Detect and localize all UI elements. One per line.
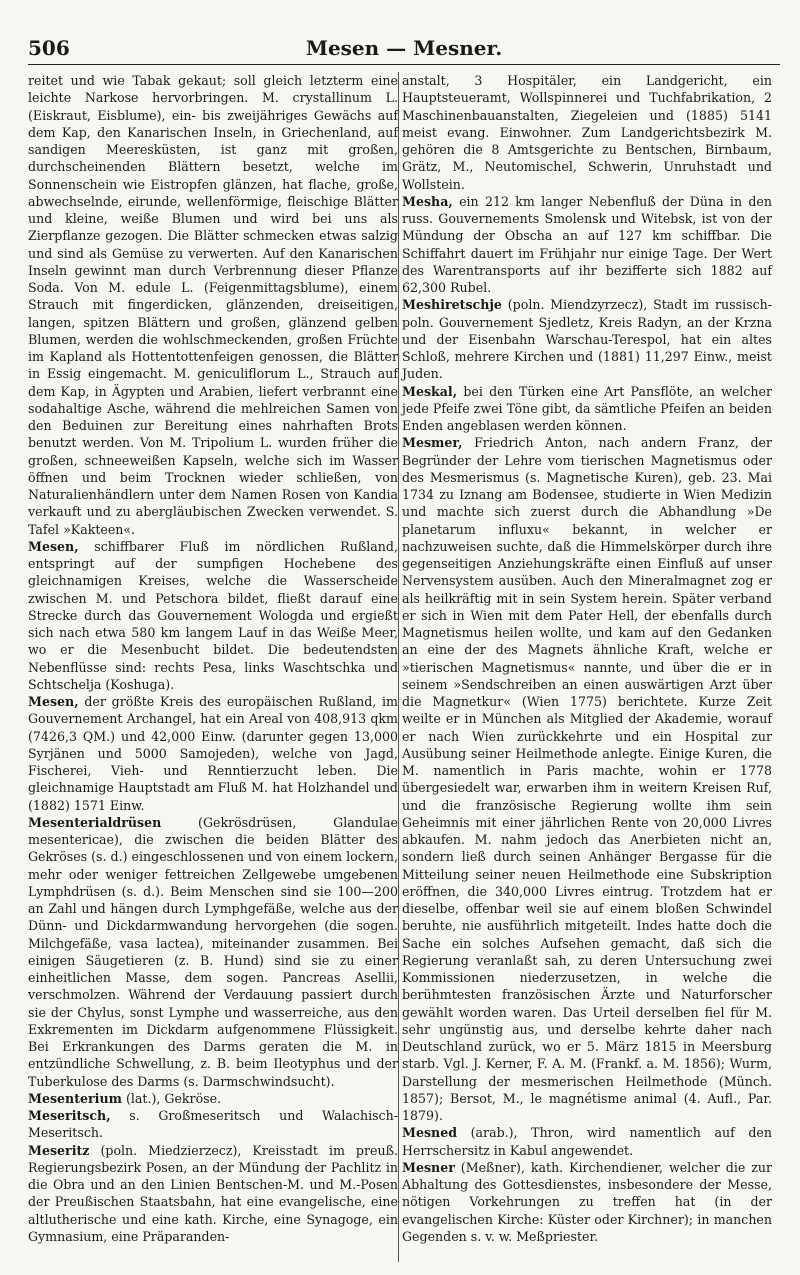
entry-text: bei den Türken eine Art Pansflöte, an welcher jede Pfeife zwei Töne gibt, da sämtliche Pfeifen an beiden Enden angeblasen werden können. xyxy=(402,383,772,433)
page-header xyxy=(28,36,780,65)
entry-text: (lat.), Gekröse. xyxy=(125,1090,222,1106)
entry-headword: Mesned xyxy=(402,1125,458,1141)
entry-text: Friedrich Anton, nach andern Franz, der Begründer der Lehre vom tierischen Magnetismus oder des Mesmerismus (s. Magnetische Kuren), geb. 23. Mai 1734 zu Iznang am Bodensee, studierte in Wien Medizin und machte sich zuerst durch die Abhandlung »De planetarum influxu« bekannt, in welcher er nachzuweisen suchte, daß die Himmelskörper durch ihre gegenseitigen Anziehungskräfte einen Einfluß auf unser Nervensystem ausüben. Auch den Mineralmagnet zog er als heilkräftig mit in sein System herein. Später verband er sich in Wien mit dem Pater Hell, der ebenfalls durch Magnetismus heilen wollte, und kam auf den Gedanken an eine der des Magnets ähnliche Kraft, welche er »tierischen Magnetismus« nannte, und über die er in seinem »Sendschreiben an einen auswärtigen Arzt über die Magnetkur« (Wien 1775) berichtete. Kurze Zeit weilte er in München als Mitglied der Akademie, worauf er nach Wien zurückkehrte und ein Hospital zur Ausübung seiner Heilmethode anlegte. Einige Kuren, die M. namentlich in Paris machte, wohin er 1778 übergesiedelt war, erwarben ihm in weitern Kreisen Ruf, und die französische Regierung wollte ihm sein Geheimnis mit einer jährlichen Rente von 20,000 Livres abkaufen. M. nahm jedoch das Anerbieten nicht an, sondern ließ durch seinen Anhänger Bergasse für die Mitteilung seiner neuen Heilmethode eine Subskription eröffnen, die 340,000 Livres eintrug. Trotzdem hat er dieselbe, offenbar weil sie auf einem bloßen Schwindel beruhte, nie ausführlich mitgeteilt. Indes hatte doch die Sache ein solches Aufsehen gemacht, daß sich die Regierung veranlaßt sah, zu deren Untersuchung zwei Kommissionen niederzusetzen, in welche die berühmtesten französischen Ärzte und Naturforscher gewählt worden waren. Das Urteil derselben fiel für M. sehr ungünstig aus, und derselbe kehrte daher nach Deutschland zurück, wo er 5. März 1815 in Meersburg starb. Vgl. J. Kerner, F. A. M. (Frankf. a. M. 1856); Wurm, Darstellung der mesmerischen Heilmethode (Münch. 1857); Bersot, M., le magnétisme animal (4. Aufl., Par. 1879). xyxy=(402,435,772,1123)
entry-headword: Meseritz xyxy=(28,1142,90,1158)
entry-text: (Meßner), kath. Kirchendiener, welcher die zur Abhaltung des Gottesdienstes, insbesondere der Messe, nötigen Vorkehrungen zu treffen hat (in der evangelischen Kirche: Küster oder Kirchner); in manchen Gegenden s. v. w. Meßpriester. xyxy=(402,1159,772,1244)
page-number: 506 xyxy=(28,36,70,60)
entry xyxy=(402,72,772,193)
entry-headword: Meskal, xyxy=(402,383,458,399)
entry-text: (Gekrösdrüsen, Glandulae mesentericae), die zwischen die beiden Blätter des Gekröses (s. d.) eingeschlossenen und von einem lockern, mehr oder weniger fettreichen Zellgewebe umgebenen Lymphdrüsen (s. d.). Beim Menschen sind sie 100—200 an Zahl und hängen durch Lymphgefäße, welche aus der Dünn- und Dickdarmwandung hervorgehen (die sogen. Milchgefäße, vasa lactea), miteinander zusammen. Bei einigen Säugetieren (z. B. Hund) sind sie zu einer einheitlichen Masse, dem sogen. Pancreas Asellii, verschmolzen. Während der Verdauung passiert durch sie der Chylus, sonst Lymphe und wasserreiche, aus den Exkrementen im Dickdarm aufgenommene Flüssigkeit. Bei Erkrankungen des Darms geraten die M. in entzündliche Schwellung, z. B. beim Ileotyphus und der Tuberkulose des Darms (s. Darmschwindsucht). xyxy=(28,814,398,1089)
entry-headword: Mesenterium xyxy=(28,1090,122,1106)
entry xyxy=(402,1159,772,1245)
entry-text: (poln. Miedzierzecz), Kreisstadt im preuß. Regierungsbezirk Posen, an der Mündung der Pachlitz in die Obra und an den Linien Bentschen-M. und M.-Posen der Preußischen Staatsbahn, hat eine evangelische, eine altlutherische und eine kath. Kirche, eine Synagoge, ein Gymnasium, eine Präparanden- xyxy=(28,1142,398,1244)
entry-headword: Meshiretschje xyxy=(402,297,502,313)
entry-text: der größte Kreis des europäischen Rußland, im Gouvernement Archangel, hat ein Areal von 408,913 qkm (7426,3 QM.) und 42,000 Einw. (darunter gegen 13,000 Syrjänen und 5000 Samojeden), welche von Jagd, Fischerei, Vieh- und Renntierzucht leben. Die gleichnamige Hauptstadt am Fluß M. hat Holzhandel und (1882) 1571 Einw. xyxy=(28,694,398,813)
entry-text: schiffbarer Fluß im nördlichen Rußland, entspringt auf der sumpfigen Hochebene des gleichnamigen Kreises, welche die Wasserscheide zwischen M. und Petschora bildet, fließt darauf eine Strecke durch das Gouvernement Wologda und ergießt sich nach etwa 580 km langem Lauf in das Weiße Meer, wo er die Mesenbucht bildet. Die bedeutendsten Nebenflüsse sind: rechts Pesa, links Waschtschka und Schtschelja (Koshuga). xyxy=(28,538,398,692)
entry-text: reitet und wie Tabak gekaut; soll gleich letzterm eine leichte Narkose hervorbringen. M. crystallinum L. (Eiskraut, Eisblume), ein- bis zweijähriges Gewächs auf dem Kap, den Kanarischen Inseln, in Griechenland, auf sandigen Meeresküsten, ist ganz mit großen, durchscheinenden Blättern besetzt, welche im Sonnenschein wie Eistropfen glänzen, hat flache, große, abwechselnde, eirunde, wellenförmige, fleischige Blätter und kleine, weiße Blumen und wird bei uns als Zierpflanze gezogen. Die Blätter schmecken etwas salzig und sind als Gemüse zu verwerten. Auf den Kanarischen Inseln gewinnt man durch Verbrennung dieser Pflanze Soda. Von M. edule L. (Feigenmittagsblume), einem Strauch mit fingerdicken, glänzenden, dreiseitigen, langen, spitzen Blättern und großen, glänzend gelben Blumen, werden die wohlschmeckenden, großen Früchte im Kapland als Hottentottenfeigen genossen, die Blätter in Essig eingemacht. M. geniculiflorum L., Strauch auf dem Kap, in Ägypten und Arabien, liefert verbrannt eine sodahaltige Asche, während die mehlreichen Samen von den Beduinen zur Bereitung eines nahrhaften Brots benutzt werden. Von M. Tripolium L. wurden früher die großen, schneeweißen Kapseln, welche sich im Wasser öffnen und beim Trocknen wieder schließen, von Naturalienhändlern unter dem Namen Rosen von Kandia verkauft und zu abergläubischen Zwecken verwendet. S. Tafel »Kakteen«. xyxy=(28,73,398,537)
entry xyxy=(28,538,398,693)
entry xyxy=(402,193,772,297)
entry-text: (arab.), Thron, wird namentlich auf den Herrschersitz in Kabul angewendet. xyxy=(402,1125,772,1158)
entry xyxy=(28,693,398,814)
entry-headword: Meseritsch, xyxy=(28,1108,111,1123)
entry-text: anstalt, 3 Hospitäler, ein Landgericht, ein Hauptsteueramt, Wollspinnerei und Tuchfabrikation, 2 Maschinenbauanstalten, Ziegeleien und (1885) 5141 meist evang. Einwohner. Zum Landgerichtsbezirk M. gehören die 8 Amtsgerichte zu Bentschen, Birnbaum, Grätz, M., Neutomischel, Schwerin, Unruhstadt und Wollstein. xyxy=(402,73,772,192)
entry xyxy=(402,296,772,382)
entry-text: s. Großmeseritsch und Walachisch-Meseritsch. xyxy=(28,1108,398,1141)
entry-headword: Mesha, xyxy=(402,193,453,209)
entry-headword: Mesen, xyxy=(28,694,79,709)
entry-headword: Mesen, xyxy=(28,538,79,554)
left-column xyxy=(28,72,398,1245)
entry-text: ein 212 km langer Nebenfluß der Düna in den russ. Gouvernements Smolensk und Witebsk, ist von der Mündung der Obscha an auf 127 km schiffbar. Die Schiffahrt dauert im Frühjahr nur einige Tage. Der Wert des Warentransports auf ihr bezifferte sich 1882 auf 62,300 Rubel. xyxy=(402,193,772,295)
entry xyxy=(28,1142,398,1246)
entry xyxy=(402,1124,772,1159)
entry xyxy=(28,72,398,538)
entry-headword: Mesmer, xyxy=(402,435,463,451)
entry-text: (poln. Miendzyrzecz), Stadt im russisch-poln. Gouvernement Sjedletz, Kreis Radyn, an der Krzna und der Eisenbahn Warschau-Terespol, hat ein altes Schloß, mehrere Kirchen und (1881) 11,297 Einw., meist Juden. xyxy=(402,297,772,382)
entry-headword: Mesenterialdrüsen xyxy=(28,814,162,830)
entry xyxy=(28,1090,398,1107)
entry xyxy=(28,1107,398,1142)
entry xyxy=(402,434,772,1124)
entry-headword: Mesner xyxy=(402,1159,455,1175)
entry xyxy=(402,383,772,435)
running-title: Mesen — Mesner. xyxy=(305,36,503,60)
column-divider xyxy=(398,72,399,1262)
right-column xyxy=(402,72,772,1245)
entry xyxy=(28,814,398,1090)
